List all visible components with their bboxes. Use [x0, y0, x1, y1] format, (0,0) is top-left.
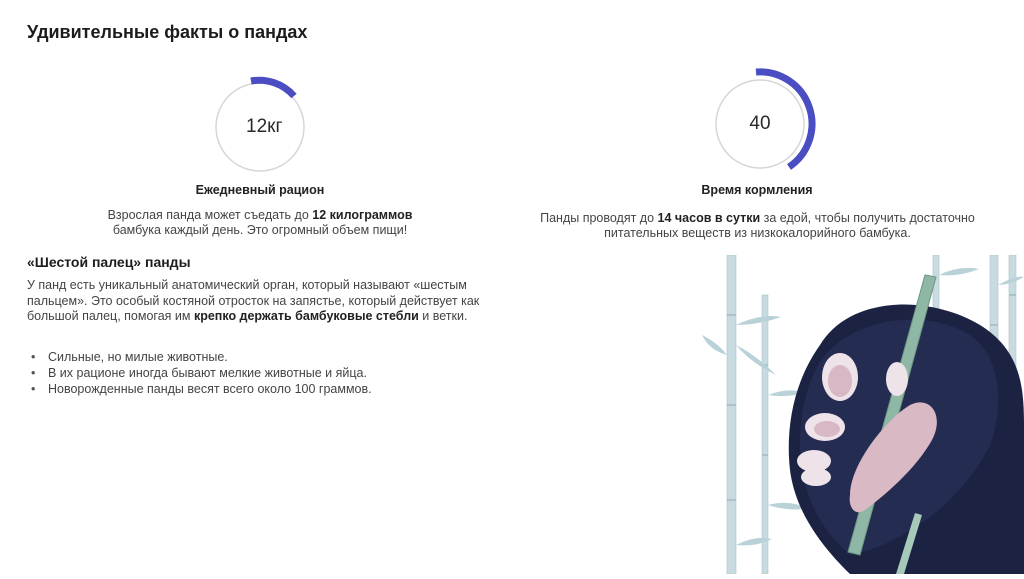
thumb-line1: У панд есть уникальный анатомический орган, который называют «шестым	[27, 278, 467, 292]
facts-bullet-list	[27, 349, 507, 397]
daily-desc-line2: бамбука каждый день. Это огромный объем пищи!	[112, 223, 408, 237]
feeding-desc-pre: Панды проводят до	[540, 211, 658, 225]
thumb-line3-post: и ветки.	[418, 309, 468, 323]
feeding-desc-post: за едой, чтобы получить достаточно	[760, 211, 975, 225]
thumb-section-text	[27, 278, 507, 325]
feeding-desc-line2: питательных веществ из низкокалорийного бамбука.	[604, 226, 911, 240]
thumb-line2: пальцем». Это особый костяной отросток на запястье, который действует как	[27, 293, 480, 308]
thumb-line3-bold: крепко держать бамбуковые стебли	[193, 309, 419, 323]
thumb-section-heading: «Шестой палец» панды	[27, 254, 191, 270]
panda-paw-bamboo-illustration	[700, 255, 1024, 574]
list-item: • В их рационе иногда бывают мелкие животные и яйца.	[27, 365, 507, 381]
feeding-desc-bold: 14 часов в сутки	[657, 211, 761, 225]
daily-desc-bold: 12 килограммов	[312, 208, 413, 222]
list-item: • Новорожденные панды весят всего около 100 граммов.	[27, 381, 507, 397]
feeding-time-description	[520, 211, 995, 241]
daily-ration-value: 12кг	[246, 116, 283, 137]
daily-ration-gauge	[210, 77, 310, 177]
feeding-time-label: Время кормления	[701, 183, 813, 197]
feeding-time-gauge	[710, 74, 810, 174]
thumb-line3-pre: большой палец, помогая им	[27, 309, 194, 323]
daily-ration-label: Ежедневный рацион	[195, 183, 325, 197]
list-item: • Сильные, но милые животные.	[27, 349, 507, 365]
feeding-time-value: 40	[749, 113, 771, 134]
slide-title: Удивительные факты о пандах	[27, 22, 308, 42]
daily-desc-text: Взрослая панда может съедать до	[107, 208, 313, 222]
daily-ration-description	[60, 208, 460, 238]
